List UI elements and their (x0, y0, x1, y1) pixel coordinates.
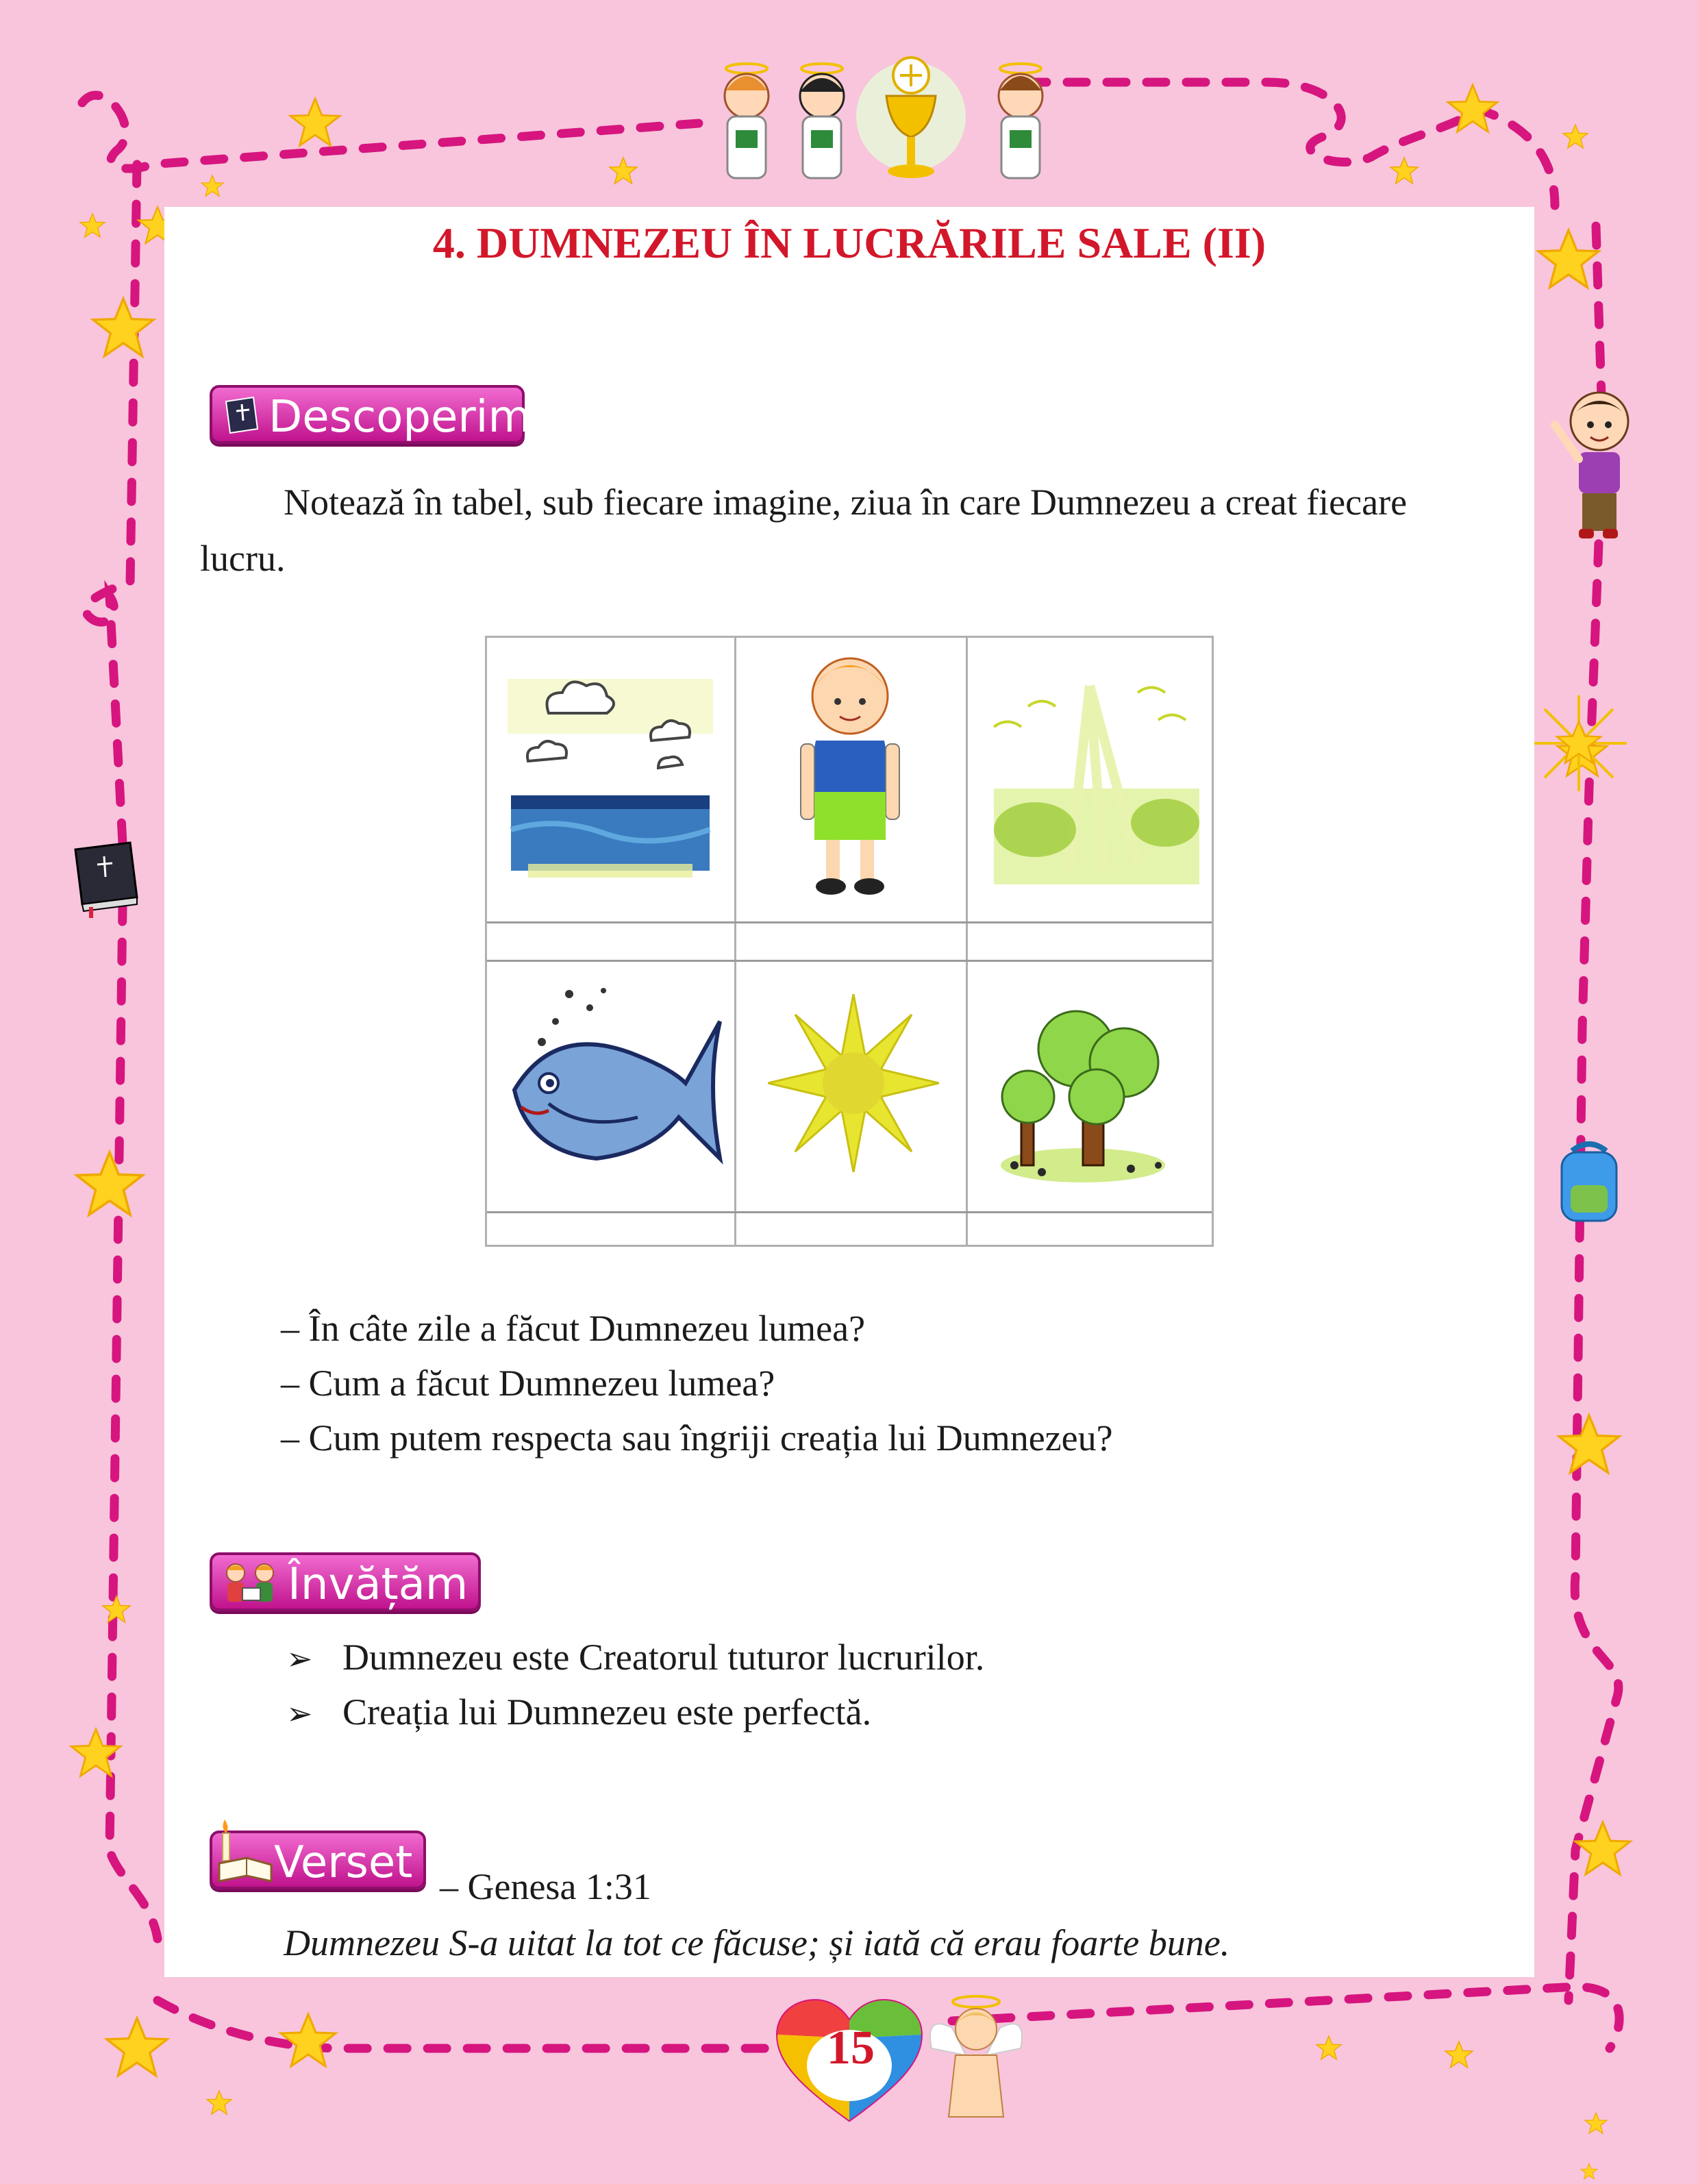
answer-cell[interactable] (736, 923, 966, 960)
verse-reference: – Genesa 1:31 (440, 1866, 651, 1907)
question-3: – Cum putem respecta sau îngriji creația lui Dumnezeu? (281, 1417, 1113, 1459)
verset-badge (210, 1831, 426, 1889)
fish-image (501, 980, 727, 1193)
arrow-bullet-icon: ➢ (286, 1695, 313, 1732)
invatam-badge (210, 1552, 481, 1611)
book-icon (219, 393, 264, 438)
sky-and-water-image (501, 665, 720, 884)
answer-cell[interactable] (736, 1213, 966, 1245)
instruction-line-2: lucru. (200, 538, 286, 579)
angel-icon (725, 64, 769, 178)
instruction-line-1: Notează în tabel, sub fiecare imagine, ziua în care Dumnezeu a creat fiecare (284, 482, 1408, 523)
angels-and-chalice-illustration (712, 48, 1096, 199)
boy-image (761, 648, 939, 908)
answer-cell[interactable] (487, 1213, 734, 1245)
arrow-bullet-icon: ➢ (286, 1640, 313, 1677)
sparkle-icon (1527, 692, 1630, 795)
question-1: – În câte zile a făcut Dumnezeu lumea? (281, 1308, 866, 1349)
creation-days-table (485, 636, 1214, 1247)
verset-label: Verset (274, 1837, 413, 1888)
backpack-icon (1551, 1137, 1627, 1226)
bible-icon (62, 836, 144, 918)
learning-point-1 (286, 1636, 984, 1678)
invatam-label: Învățăm (288, 1559, 469, 1610)
descoperim-badge (210, 385, 531, 444)
answer-cell[interactable] (487, 923, 734, 960)
learning-point-text: Creația lui Dumnezeu este perfectă. (342, 1691, 872, 1733)
candle-and-book-icon (216, 1815, 274, 1891)
tree-image (994, 994, 1199, 1193)
question-2: – Cum a făcut Dumnezeu lumea? (281, 1363, 775, 1404)
page-title: 4. DUMNEZEU ÎN LUCRĂRILE SALE (II) (432, 219, 1266, 267)
verse-text: Dumnezeu S-a uitat la tot ce făcuse; și iată că erau foarte bune. (284, 1922, 1230, 1963)
angel-icon (800, 64, 844, 178)
praying-angel-illustration (925, 1987, 1027, 2124)
chalice-icon (856, 58, 966, 178)
light-image (980, 665, 1206, 898)
angel-icon (999, 64, 1042, 178)
waving-boy-illustration (1548, 384, 1644, 548)
learning-point-text: Dumnezeu este Creatorul tuturor lucrurilor. (342, 1637, 985, 1678)
answer-cell[interactable] (968, 1213, 1212, 1245)
page-number: 15 (827, 2022, 875, 2074)
answer-cell[interactable] (968, 923, 1212, 960)
children-reading-icon (219, 1561, 285, 1606)
learning-point-2 (286, 1691, 871, 1733)
descoperim-label: Descoperim (269, 392, 531, 443)
sun-image (768, 994, 939, 1172)
